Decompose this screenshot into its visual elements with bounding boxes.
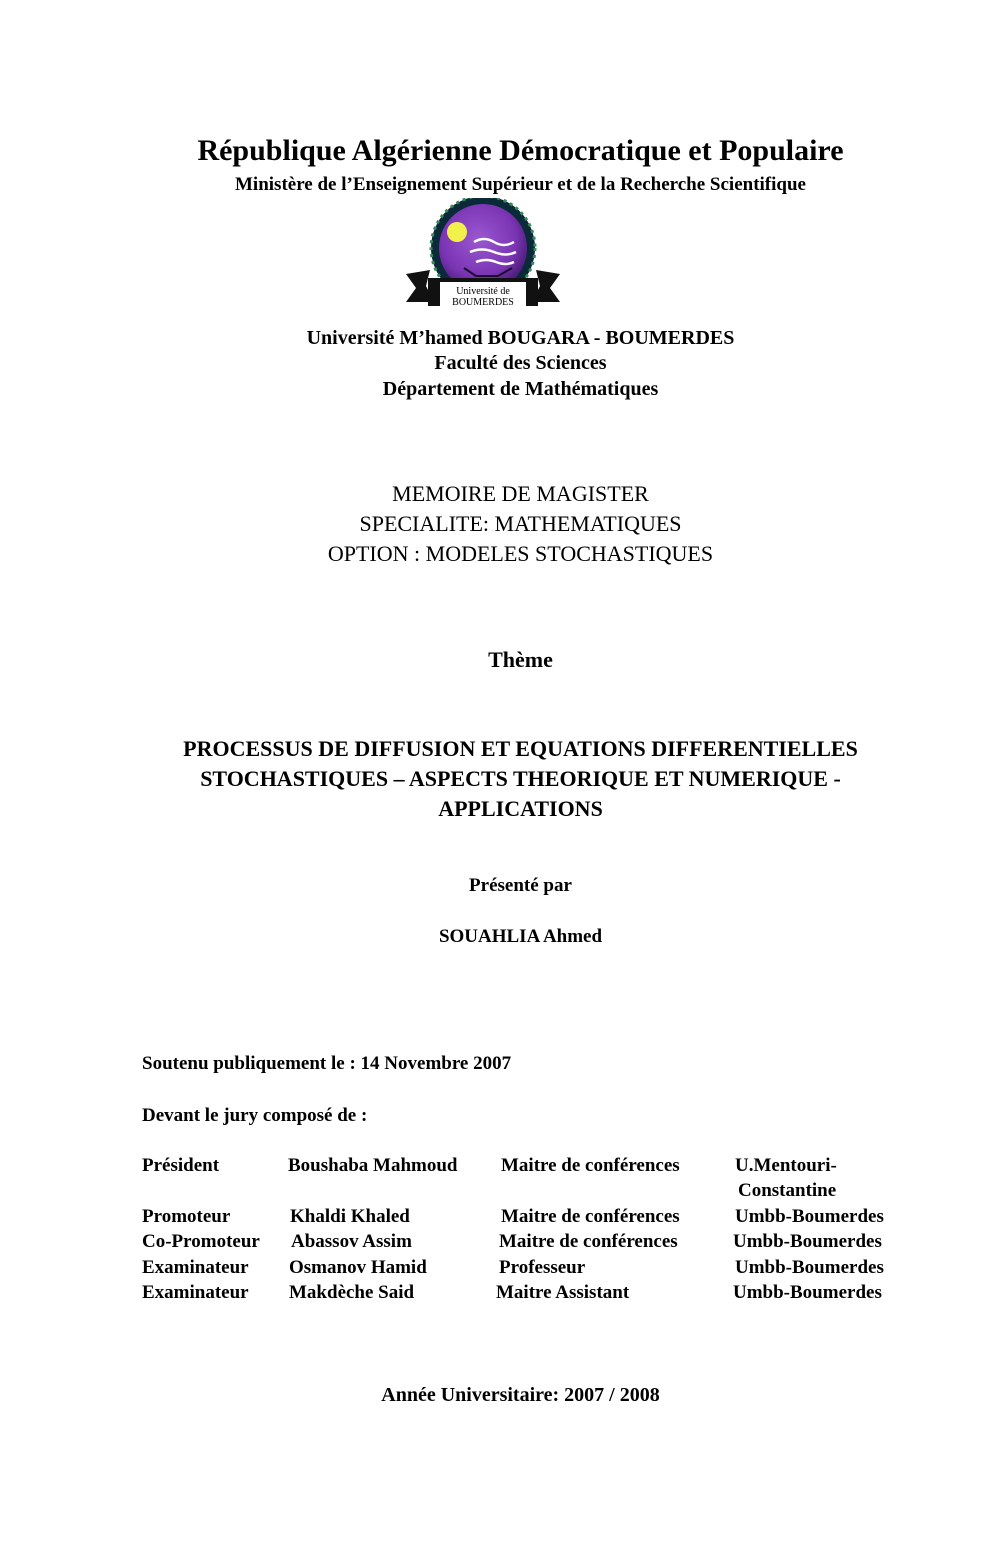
jury-member-name: Khaldi Khaled [290, 1206, 410, 1227]
sun-icon [447, 222, 467, 242]
jury-affiliation: U.Mentouri- [735, 1155, 837, 1176]
faculty-name: Faculté des Sciences [434, 352, 607, 374]
jury-affiliation: Umbb-Boumerdes [733, 1282, 882, 1303]
jury-grade: Maitre Assistant [496, 1282, 630, 1303]
jury-member-name: Abassov Assim [291, 1231, 412, 1252]
jury-affiliation: Umbb-Boumerdes [735, 1257, 884, 1278]
author-name: SOUAHLIA Ahmed [438, 926, 603, 947]
jury-affiliation: Umbb-Boumerdes [735, 1206, 884, 1227]
university-logo [404, 198, 562, 316]
defense-date: Soutenu publiquement le : 14 Novembre 2007 [142, 1053, 512, 1074]
jury-role: Examinateur [142, 1282, 249, 1303]
jury-member-name: Makdèche Said [289, 1282, 415, 1303]
jury-intro: Devant le jury composé de : [142, 1105, 368, 1126]
jury-affiliation: Umbb-Boumerdes [733, 1231, 882, 1252]
jury-role: Co-Promoteur [142, 1231, 260, 1252]
academic-year: Année Universitaire: 2007 / 2008 [381, 1384, 660, 1406]
thesis-title-line: APPLICATIONS [438, 796, 603, 821]
presented-by-label: Présenté par [469, 875, 572, 896]
jury-affiliation-continued: Constantine [738, 1180, 837, 1201]
thesis-title-line: STOCHASTIQUES – ASPECTS THEORIQUE ET NUMERIQUE - [200, 766, 841, 791]
memoir-option: OPTION : MODELES STOCHASTIQUES [327, 541, 714, 566]
jury-grade: Maitre de conférences [501, 1155, 680, 1176]
jury-member-name: Boushaba Mahmoud [288, 1155, 458, 1176]
jury-role: Examinateur [142, 1257, 249, 1278]
jury-role: Promoteur [142, 1206, 231, 1227]
republic-heading: République Algérienne Démocratique et Populaire [197, 134, 844, 167]
jury-grade: Professeur [499, 1257, 586, 1278]
jury-role: Président [142, 1155, 220, 1176]
ministry-heading: Ministère de l’Enseignement Supérieur et de la Recherche Scientifique [235, 174, 806, 195]
logo-banner-line-2: BOUMERDES [452, 297, 514, 308]
memoir-type: MEMOIRE DE MAGISTER [392, 481, 649, 506]
jury-member-name: Osmanov Hamid [289, 1257, 427, 1278]
thesis-title-line: PROCESSUS DE DIFFUSION ET EQUATIONS DIFFERENTIELLES [183, 736, 858, 761]
jury-grade: Maitre de conférences [501, 1206, 680, 1227]
memoir-speciality: SPECIALITE: MATHEMATIQUES [359, 511, 682, 536]
theme-label: Thème [488, 647, 553, 672]
logo-banner-line-1: Université de [456, 286, 510, 297]
jury-grade: Maitre de conférences [499, 1231, 678, 1252]
department-name: Département de Mathématiques [382, 378, 659, 400]
university-name: Université M’hamed BOUGARA - BOUMERDES [306, 327, 735, 349]
